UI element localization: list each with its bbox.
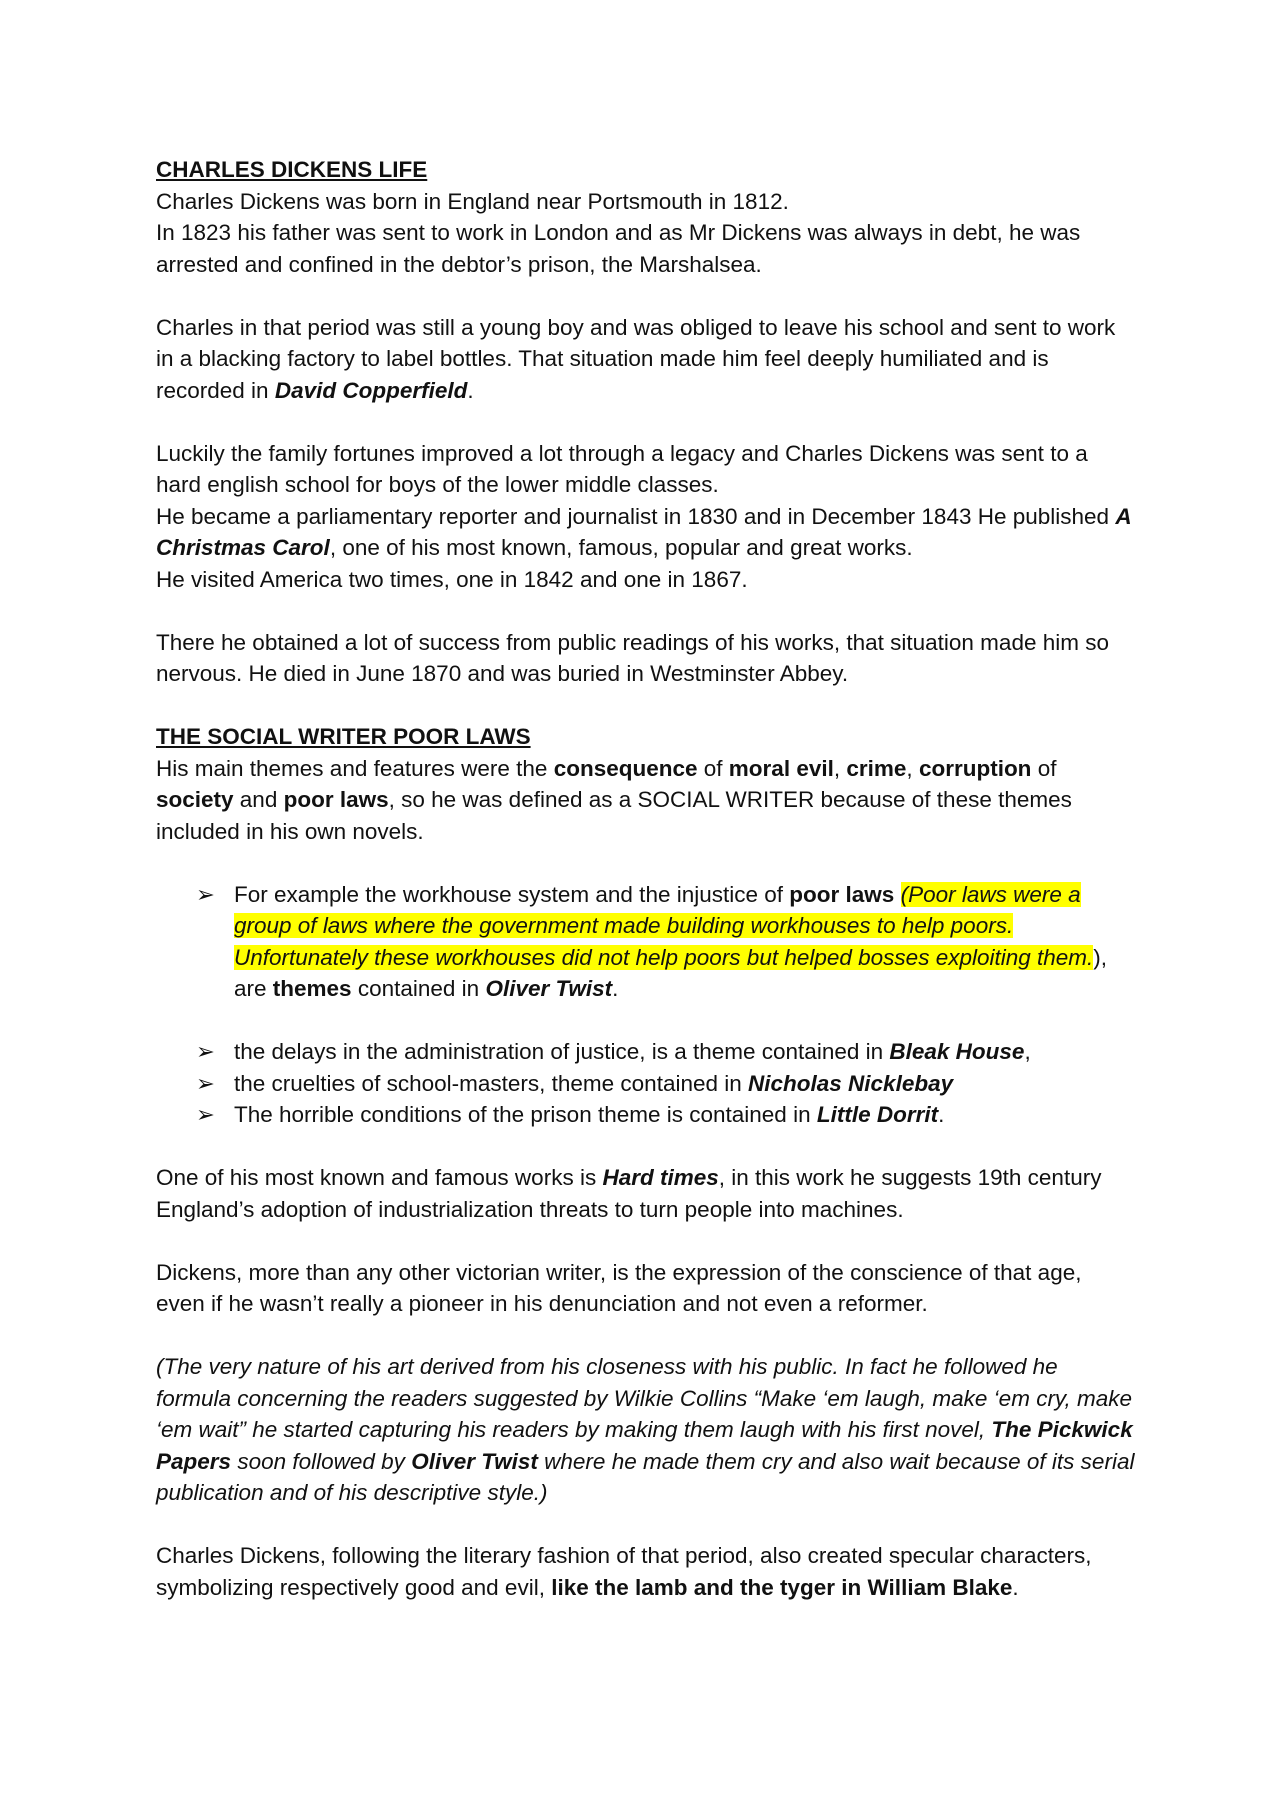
book-title-little-dorrit: Little Dorrit: [816, 1102, 939, 1127]
paragraph-art-nature: (The very nature of his art derived from his closeness with his public. In fact he followed he formula concerning the readers suggested by Wilkie Collins “Make ‘em laugh, make ‘em cry, make ‘em wait” he started capturing his readers by making them laugh with his first novel, The Pickwick Papers soon followed by Oliver Twist where he made them cry and also wait because of its serial publication and of his descriptive style.): [156, 1354, 1135, 1505]
paragraph-themes: His main themes and features were the consequence of moral evil, crime, corruption of society and poor laws, so he was defined as a SOCIAL WRITER because of these themes included in his own novels.: [156, 755, 1072, 844]
book-title-david-copperfield: David Copperfield: [274, 377, 468, 403]
list-item: ➢ the cruelties of school-masters, theme contained in Nicholas Nicklebay: [156, 1068, 1136, 1100]
paragraph-birth: Charles Dickens was born in England near Portsmouth in 1812.: [156, 188, 789, 214]
list-item: ➢ The horrible conditions of the prison theme is contained in Little Dorrit.: [156, 1099, 1136, 1131]
paragraph-death: There he obtained a lot of success from public readings of his works, that situation made him so nervous. He died in June 1870 and was buried in Westminster Abbey.: [156, 629, 1109, 686]
themes-list: [156, 879, 1136, 1005]
paragraph-conscience: Dickens, more than any other victorian writer, is the expression of the conscience of that age, even if he wasn’t really a pioneer in his denunciation and not even a reformer.: [156, 1259, 1082, 1316]
arrow-bullet-icon: ➢: [196, 881, 215, 907]
book-title-pickwick-papers: The Pickwick Papers: [156, 1417, 1133, 1474]
book-title-bleak-house: Bleak House: [889, 1039, 1025, 1064]
paragraph-america: He visited America two times, one in 1842 and one in 1867.: [156, 566, 748, 592]
book-title-nicholas-nicklebay: Nicholas Nicklebay: [748, 1070, 954, 1096]
book-title-oliver-twist-2: Oliver Twist: [411, 1448, 538, 1474]
list-item: ➢ For example the workhouse system and the injustice of poor laws (Poor laws were a group of laws where the government made building workhouses to help poors. Unfortunately these workhouses did not help poors but helped bosses exploiting them.), are themes contained in Oliver Twist.: [156, 879, 1136, 1005]
book-title-oliver-twist: Oliver Twist: [485, 976, 613, 1001]
list-item: ➢ the delays in the administration of justice, is a theme contained in Bleak House,: [156, 1036, 1136, 1068]
arrow-bullet-icon: ➢: [196, 1039, 215, 1064]
book-title-hard-times: Hard times: [602, 1165, 719, 1190]
arrow-bullet-icon: ➢: [196, 1102, 215, 1127]
paragraph-childhood: Charles in that period was still a young boy and was obliged to leave his school and sent to work in a blacking factory to label bottles. That situation made him feel deeply humiliated and is recorded in David Copperfield.: [156, 314, 1116, 403]
paragraph-fortunes: Luckily the family fortunes improved a lot through a legacy and Charles Dickens was sent to a hard english school for boys of the lower middle classes.: [156, 440, 1088, 497]
arrow-bullet-icon: ➢: [196, 1070, 215, 1096]
document-page: [156, 154, 1136, 1603]
highlighted-note: (Poor laws were a group of laws where the government made building workhouses to help poors. Unfortunately these workhouses did not help poors but helped bosses exploiting them.: [234, 881, 1094, 970]
section-heading-life: CHARLES DICKENS LIFE: [156, 157, 428, 182]
paragraph-specular-characters: Charles Dickens, following the literary fashion of that period, also created specular characters, symbolizing respectively good and evil, like the lamb and the tyger in William Blake.: [156, 1543, 1092, 1600]
book-title-christmas-carol: A Christmas Carol: [156, 503, 1131, 560]
paragraph-hard-times: One of his most known and famous works is Hard times, in this work he suggests 19th century England’s adoption of industrialization threats to turn people into machines.: [156, 1165, 1102, 1222]
paragraph-career: He became a parliamentary reporter and journalist in 1830 and in December 1843 He published A Christmas Carol, one of his most known, famous, popular and great works.: [156, 503, 1131, 560]
themes-list-2: [156, 1036, 1136, 1131]
section-heading-social-writer: THE SOCIAL WRITER POOR LAWS: [156, 724, 531, 749]
paragraph-father: In 1823 his father was sent to work in London and as Mr Dickens was always in debt, he was arrested and confined in the debtor’s prison, the Marshalsea.: [156, 220, 1081, 277]
